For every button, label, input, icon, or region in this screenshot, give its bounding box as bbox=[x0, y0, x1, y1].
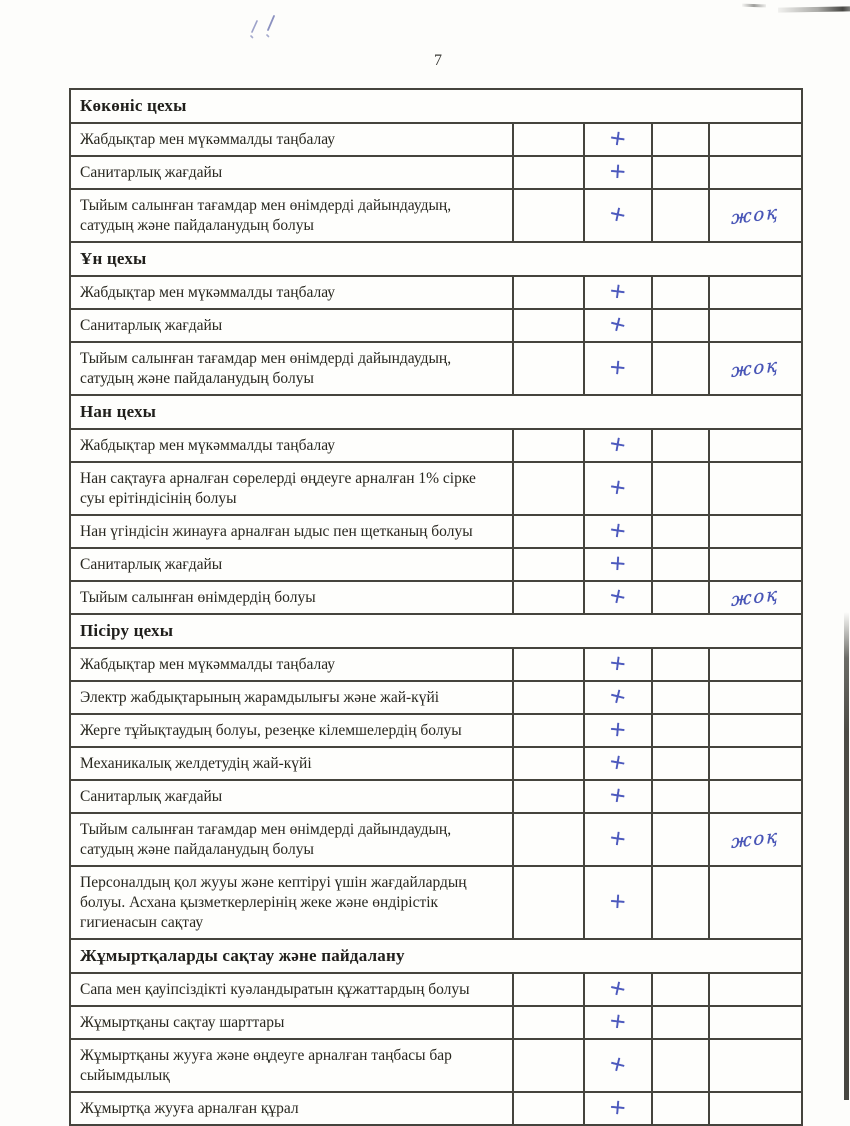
item-label: Жерге тұйықтаудың болуы, резеңке кілемшелердің болуы bbox=[70, 714, 513, 747]
empty-cell bbox=[652, 780, 709, 813]
checklist-item-row bbox=[70, 515, 802, 548]
item-label: Тыйым салынған тағамдар мен өнімдерді дайындаудың, сатудың және пайдаланудың болуы bbox=[70, 342, 513, 395]
item-label: Жабдықтар мен мүкәммалды таңбалау bbox=[70, 429, 513, 462]
note-cell bbox=[709, 309, 802, 342]
handwritten-plus-mark: + bbox=[608, 1094, 628, 1120]
empty-cell bbox=[513, 342, 584, 395]
empty-cell bbox=[513, 973, 584, 1006]
check-cell bbox=[584, 813, 652, 866]
note-cell bbox=[709, 462, 802, 515]
inspection-checklist-table bbox=[69, 88, 803, 1126]
checklist-item-row bbox=[70, 548, 802, 581]
handwritten-plus-mark: + bbox=[606, 582, 630, 610]
check-cell bbox=[584, 309, 652, 342]
empty-cell bbox=[513, 780, 584, 813]
item-label: Механикалық желдетудің жай-күйі bbox=[70, 747, 513, 780]
checklist-item-row bbox=[70, 1039, 802, 1092]
check-cell bbox=[584, 515, 652, 548]
handwritten-plus-mark: + bbox=[608, 716, 628, 742]
note-cell bbox=[709, 1092, 802, 1125]
note-cell bbox=[709, 276, 802, 309]
handwritten-plus-mark: + bbox=[606, 200, 630, 228]
empty-cell bbox=[513, 581, 584, 614]
note-cell bbox=[709, 189, 802, 242]
note-cell bbox=[709, 548, 802, 581]
handwritten-plus-mark: + bbox=[606, 682, 630, 710]
handwritten-plus-mark: + bbox=[608, 888, 628, 914]
empty-cell bbox=[652, 548, 709, 581]
item-label: Персоналдың қол жууы және кептіруі үшін жағдайлардың болуы. Асхана қызметкерлерінің жеке және өндірістік гигиенасын сақтау bbox=[70, 866, 513, 939]
item-label: Жұмыртқаны сақтау шарттары bbox=[70, 1006, 513, 1039]
handwritten-plus-mark: + bbox=[607, 124, 629, 152]
item-label: Санитарлық жағдайы bbox=[70, 780, 513, 813]
checklist-item-row bbox=[70, 681, 802, 714]
empty-cell bbox=[652, 156, 709, 189]
empty-cell bbox=[513, 1039, 584, 1092]
empty-cell bbox=[513, 866, 584, 939]
empty-cell bbox=[513, 747, 584, 780]
empty-cell bbox=[652, 648, 709, 681]
check-cell bbox=[584, 156, 652, 189]
section-title: Ұн цехы bbox=[70, 242, 802, 276]
scan-streak bbox=[778, 6, 850, 12]
handwritten-plus-mark: + bbox=[607, 650, 629, 676]
empty-cell bbox=[652, 276, 709, 309]
item-label: Жабдықтар мен мүкәммалды таңбалау bbox=[70, 123, 513, 156]
check-cell bbox=[584, 648, 652, 681]
empty-cell bbox=[652, 813, 709, 866]
note-cell bbox=[709, 747, 802, 780]
checklist-item-row bbox=[70, 813, 802, 866]
handwritten-note: жоқ bbox=[731, 583, 780, 612]
item-label: Жабдықтар мен мүкәммалды таңбалау bbox=[70, 276, 513, 309]
checklist-item-row bbox=[70, 866, 802, 939]
section-row bbox=[70, 614, 802, 648]
check-cell bbox=[584, 342, 652, 395]
section-title: Пісіру цехы bbox=[70, 614, 802, 648]
handwritten-plus-mark: + bbox=[607, 516, 629, 544]
note-cell bbox=[709, 156, 802, 189]
note-cell bbox=[709, 342, 802, 395]
empty-cell bbox=[513, 1092, 584, 1125]
section-row bbox=[70, 395, 802, 429]
note-cell bbox=[709, 515, 802, 548]
item-label: Тыйым салынған тағамдар мен өнімдерді дайындаудың, сатудың және пайдаланудың болуы bbox=[70, 189, 513, 242]
check-cell bbox=[584, 548, 652, 581]
section-title: Нан цехы bbox=[70, 395, 802, 429]
page-number: 7 bbox=[434, 52, 442, 69]
item-label: Нан сақтауға арналған сөрелерді өңдеуге арналған 1% сірке суы ерітіндісінің болуы bbox=[70, 462, 513, 515]
handwritten-plus-mark: + bbox=[606, 1050, 630, 1078]
empty-cell bbox=[513, 548, 584, 581]
item-label: Тыйым салынған тағамдар мен өнімдерді дайындаудың, сатудың және пайдаланудың болуы bbox=[70, 813, 513, 866]
item-label: Жабдықтар мен мүкәммалды таңбалау bbox=[70, 648, 513, 681]
section-row bbox=[70, 89, 802, 123]
check-cell bbox=[584, 747, 652, 780]
empty-cell bbox=[652, 429, 709, 462]
empty-cell bbox=[513, 681, 584, 714]
checklist-item-row bbox=[70, 747, 802, 780]
check-cell bbox=[584, 866, 652, 939]
empty-cell bbox=[513, 1006, 584, 1039]
check-cell bbox=[584, 1039, 652, 1092]
handwritten-plus-mark: + bbox=[607, 473, 629, 501]
note-cell bbox=[709, 780, 802, 813]
checklist-item-row bbox=[70, 189, 802, 242]
handwritten-plus-mark: + bbox=[607, 1008, 629, 1034]
item-label: Санитарлық жағдайы bbox=[70, 309, 513, 342]
note-cell bbox=[709, 813, 802, 866]
handwritten-note: жоқ bbox=[731, 825, 780, 854]
empty-cell bbox=[513, 156, 584, 189]
note-cell bbox=[709, 1006, 802, 1039]
empty-cell bbox=[513, 189, 584, 242]
item-label: Нан үгіндісін жинауға арналған ыдыс пен щетканың болуы bbox=[70, 515, 513, 548]
handwritten-plus-mark: + bbox=[607, 748, 629, 776]
empty-cell bbox=[513, 276, 584, 309]
empty-cell bbox=[652, 189, 709, 242]
empty-cell bbox=[513, 515, 584, 548]
pen-scribble-mark bbox=[244, 10, 284, 42]
empty-cell bbox=[652, 581, 709, 614]
page-edge-shadow bbox=[844, 612, 849, 1100]
section-title: Жұмыртқаларды сақтау және пайдалану bbox=[70, 939, 802, 973]
handwritten-plus-mark: + bbox=[606, 310, 630, 338]
empty-cell bbox=[652, 714, 709, 747]
check-cell bbox=[584, 581, 652, 614]
check-cell bbox=[584, 123, 652, 156]
checklist-item-row bbox=[70, 309, 802, 342]
check-cell bbox=[584, 189, 652, 242]
checklist-item-row bbox=[70, 714, 802, 747]
checklist-item-row bbox=[70, 429, 802, 462]
checklist-item-row bbox=[70, 1092, 802, 1125]
item-label: Жұмыртқаны жууға және өңдеуге арналған таңбасы бар сыйымдылық bbox=[70, 1039, 513, 1092]
handwritten-note: жоқ bbox=[731, 201, 780, 230]
note-cell bbox=[709, 714, 802, 747]
note-cell bbox=[709, 1039, 802, 1092]
handwritten-plus-mark: + bbox=[608, 158, 628, 184]
check-cell bbox=[584, 973, 652, 1006]
scan-streak bbox=[742, 4, 766, 8]
empty-cell bbox=[652, 1092, 709, 1125]
empty-cell bbox=[513, 309, 584, 342]
empty-cell bbox=[652, 1039, 709, 1092]
empty-cell bbox=[652, 515, 709, 548]
empty-cell bbox=[652, 866, 709, 939]
empty-cell bbox=[513, 429, 584, 462]
note-cell bbox=[709, 123, 802, 156]
note-cell bbox=[709, 866, 802, 939]
note-cell bbox=[709, 581, 802, 614]
check-cell bbox=[584, 462, 652, 515]
empty-cell bbox=[652, 342, 709, 395]
check-cell bbox=[584, 681, 652, 714]
check-cell bbox=[584, 1092, 652, 1125]
empty-cell bbox=[652, 309, 709, 342]
check-cell bbox=[584, 429, 652, 462]
note-cell bbox=[709, 973, 802, 1006]
empty-cell bbox=[652, 747, 709, 780]
checklist-item-row bbox=[70, 462, 802, 515]
checklist-item-row bbox=[70, 648, 802, 681]
empty-cell bbox=[513, 462, 584, 515]
handwritten-plus-mark: + bbox=[608, 354, 628, 380]
empty-cell bbox=[652, 462, 709, 515]
section-row bbox=[70, 939, 802, 973]
checklist-item-row bbox=[70, 123, 802, 156]
item-label: Санитарлық жағдайы bbox=[70, 156, 513, 189]
section-title: Көкөніс цехы bbox=[70, 89, 802, 123]
item-label: Тыйым салынған өнімдердің болуы bbox=[70, 581, 513, 614]
empty-cell bbox=[513, 648, 584, 681]
handwritten-plus-mark: + bbox=[607, 278, 629, 304]
check-cell bbox=[584, 1006, 652, 1039]
handwritten-plus-mark: + bbox=[606, 974, 630, 1002]
item-label: Санитарлық жағдайы bbox=[70, 548, 513, 581]
handwritten-plus-mark: + bbox=[607, 430, 629, 458]
check-cell bbox=[584, 276, 652, 309]
section-row bbox=[70, 242, 802, 276]
checklist-item-row bbox=[70, 973, 802, 1006]
item-label: Электр жабдықтарының жарамдылығы және жай-күйі bbox=[70, 681, 513, 714]
check-cell bbox=[584, 780, 652, 813]
handwritten-plus-mark: + bbox=[608, 550, 628, 576]
checklist-item-row bbox=[70, 342, 802, 395]
checklist-item-row bbox=[70, 581, 802, 614]
handwritten-plus-mark: + bbox=[607, 824, 629, 852]
checklist-item-row bbox=[70, 780, 802, 813]
item-label: Жұмыртқа жууға арналған құрал bbox=[70, 1092, 513, 1125]
empty-cell bbox=[513, 813, 584, 866]
empty-cell bbox=[513, 714, 584, 747]
note-cell bbox=[709, 681, 802, 714]
empty-cell bbox=[513, 123, 584, 156]
checklist-item-row bbox=[70, 1006, 802, 1039]
handwritten-note: жоқ bbox=[731, 354, 780, 383]
empty-cell bbox=[652, 1006, 709, 1039]
item-label: Сапа мен қауіпсіздікті куәландыратын құжаттардың болуы bbox=[70, 973, 513, 1006]
empty-cell bbox=[652, 681, 709, 714]
checklist-item-row bbox=[70, 276, 802, 309]
check-cell bbox=[584, 714, 652, 747]
note-cell bbox=[709, 648, 802, 681]
checklist-item-row bbox=[70, 156, 802, 189]
empty-cell bbox=[652, 973, 709, 1006]
handwritten-plus-mark: + bbox=[607, 781, 629, 809]
empty-cell bbox=[652, 123, 709, 156]
note-cell bbox=[709, 429, 802, 462]
